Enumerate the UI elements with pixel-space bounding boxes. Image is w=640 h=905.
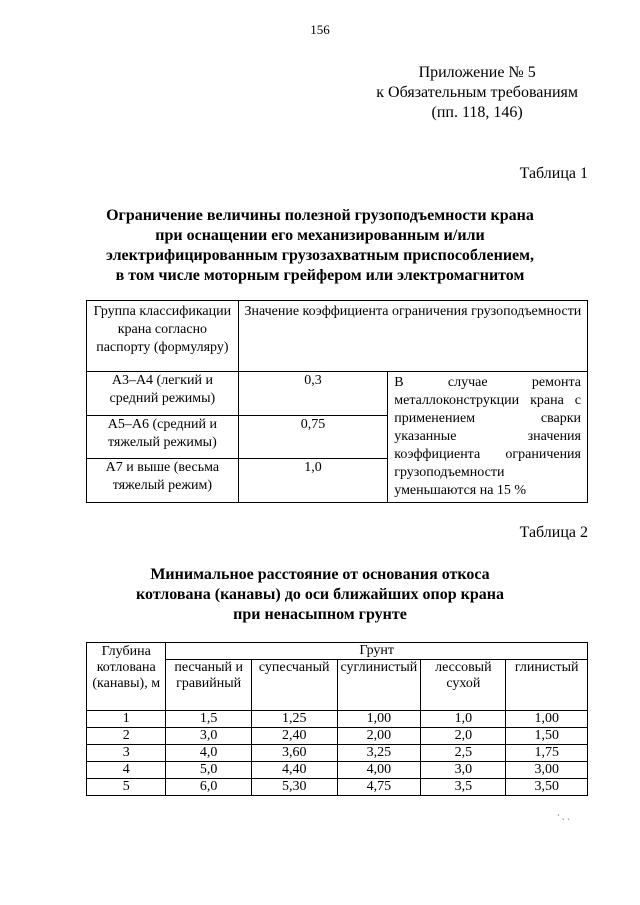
value-cell: 2,40 [251,728,337,745]
depth-cell: 3 [87,745,166,762]
table-header-row [87,643,588,660]
value-cell: 1,25 [251,711,337,728]
table-row [87,728,588,745]
header-soil-loess: лессовый сухой [421,660,506,711]
value-cell: 3,5 [421,779,506,796]
group-cell: А5–А6 (средний и тяжелый режимы) [87,415,239,459]
value-cell: 1,00 [506,711,588,728]
header-soil-clay: глинистый [506,660,588,711]
value-cell: 1,50 [506,728,588,745]
value-cell: 2,00 [337,728,421,745]
value-cell: 3,0 [166,728,251,745]
value-cell: 0,3 [238,372,387,416]
page-number: 156 [310,22,330,37]
value-cell: 5,30 [251,779,337,796]
table2-title-line: при ненасыпном грунте [233,606,407,623]
value-cell: 1,75 [506,745,588,762]
table2-title-line: котлована (канавы) до оси ближайших опор крана [136,586,504,603]
table-row [87,762,588,779]
appendix-line-1: Приложение № 5 [418,64,536,81]
table2-label: Таблица 2 [519,524,588,541]
header-soil-sandy: песчаный и гравийный [166,660,251,711]
scan-mark: ⸱ ˏ ˎ [557,810,570,820]
header-depth: Глубина котлована (канавы), м [87,643,166,711]
table2 [86,642,588,796]
header-soil-sandy-loam: супесчаный [251,660,337,711]
table1-title-line: при оснащении его механизированным и/или [155,227,485,244]
value-cell: 5,0 [166,762,251,779]
value-cell: 1,00 [337,711,421,728]
appendix-line-2: к Обязательным требованиям [376,84,578,101]
table2-title-line: Минимальное расстояние от основания откоса [150,566,490,583]
table1-label: Таблица 1 [519,165,588,182]
table-row [87,372,588,416]
appendix-header [376,63,578,123]
group-cell: А7 и выше (весьма тяжелый режим) [87,459,239,503]
depth-cell: 4 [87,762,166,779]
table1-title-line: электрифицированным грузозахватным приспособлением, [105,247,535,264]
table1 [86,300,588,503]
table-row [87,711,588,728]
value-cell: 4,00 [337,762,421,779]
table-header-row [87,301,588,372]
header-group: Группа классификации крана согласно паспорту (формуляру) [87,301,239,372]
table-row [87,745,588,762]
table1-title-line: Ограничение величины полезной грузоподъемности крана [106,207,534,224]
value-cell: 3,60 [251,745,337,762]
value-cell: 3,0 [421,762,506,779]
value-cell: 3,50 [506,779,588,796]
value-cell: 2,0 [421,728,506,745]
depth-cell: 2 [87,728,166,745]
value-cell: 4,40 [251,762,337,779]
value-cell: 1,0 [421,711,506,728]
table2-title [0,565,640,625]
depth-cell: 5 [87,779,166,796]
value-cell: 2,5 [421,745,506,762]
value-cell: 3,25 [337,745,421,762]
value-cell: 1,0 [238,459,387,503]
note-cell: В случае ремонта металлоконструкции крана с применением сварки указанные значения коэффициента ограничения грузоподъемности уменьшаются на 15 % [388,372,588,503]
appendix-line-3: (пп. 118, 146) [431,104,523,121]
depth-cell: 1 [87,711,166,728]
value-cell: 0,75 [238,415,387,459]
group-cell: А3–А4 (легкий и средний режимы) [87,372,239,416]
value-cell: 3,00 [506,762,588,779]
header-soil-loam: суглинистый [337,660,421,711]
table2-body [87,711,588,796]
table-row [87,779,588,796]
table1-title-line: в том числе моторным грейфером или электромагнитом [115,267,525,284]
value-cell: 4,0 [166,745,251,762]
value-cell: 4,75 [337,779,421,796]
value-cell: 6,0 [166,779,251,796]
header-soil: Грунт [166,643,588,660]
header-coefficient: Значение коэффициента ограничения грузоподъемности [238,301,587,372]
value-cell: 1,5 [166,711,251,728]
table1-title [0,206,640,286]
